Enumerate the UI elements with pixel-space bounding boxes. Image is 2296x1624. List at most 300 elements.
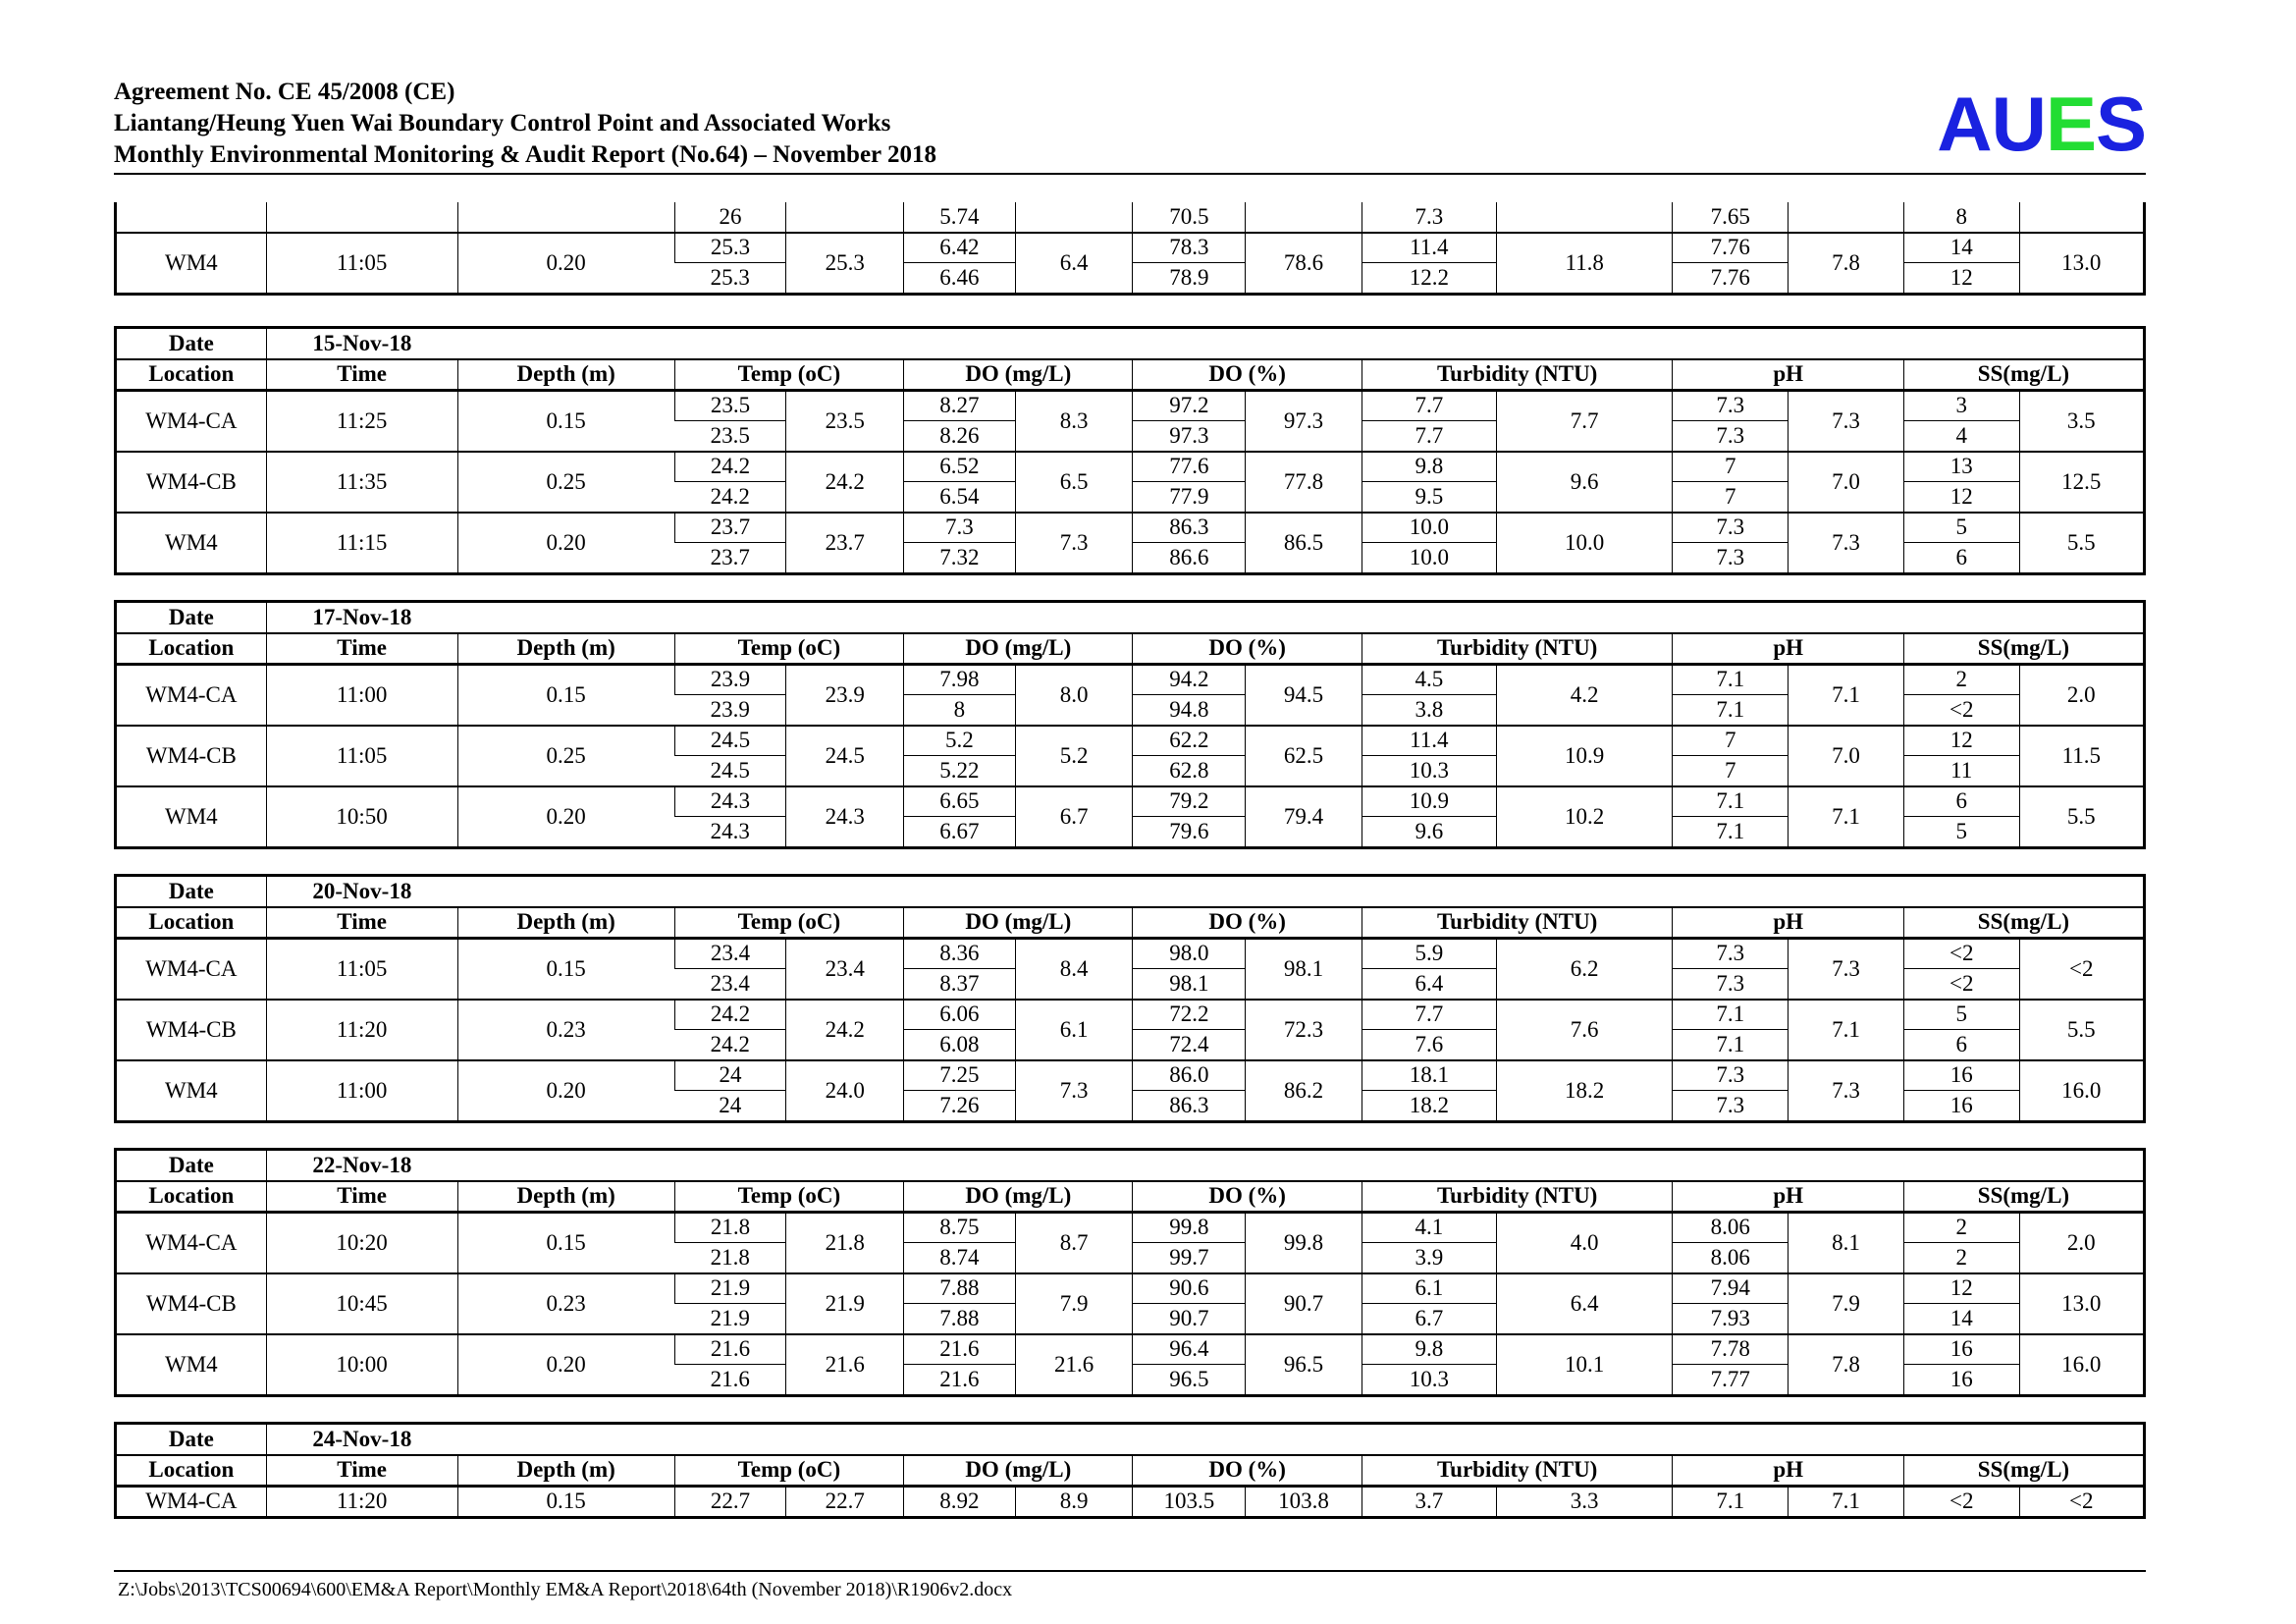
ss-reading: 12 (1903, 482, 2019, 513)
header-ph: pH (1673, 1181, 1903, 1213)
do-average: 8.0 (1015, 664, 1133, 726)
header-ss: SS(mg/L) (1903, 633, 2143, 665)
do-reading: 7.25 (904, 1060, 1016, 1091)
continued-blank (1015, 202, 1133, 233)
ph-reading: 7 (1673, 452, 1789, 482)
ph-reading: 7.1 (1673, 786, 1789, 817)
do-percent-reading: 77.9 (1133, 482, 1246, 513)
turbidity-reading: 3.8 (1362, 695, 1496, 726)
ph-reading: 7.1 (1673, 1030, 1789, 1060)
do-reading: 7.88 (904, 1304, 1016, 1334)
turbidity-average: 6.4 (1496, 1273, 1673, 1334)
ss-reading: 2 (1903, 1212, 2019, 1243)
date-value: 22-Nov-18 (266, 1151, 457, 1181)
ss-reading: 16 (1903, 1060, 2019, 1091)
temp-reading: 21.6 (674, 1334, 786, 1365)
do-percent-average: 86.2 (1246, 1060, 1362, 1120)
page-header (114, 77, 2146, 173)
do-percent-average: 94.5 (1246, 664, 1362, 726)
station-depth: 0.23 (457, 1273, 674, 1334)
ss-average: 16.0 (2019, 1334, 2143, 1394)
header-turbidity: Turbidity (NTU) (1362, 1455, 1673, 1487)
do-percent-reading: 90.6 (1133, 1273, 1246, 1304)
temp-reading: 24.2 (674, 1000, 786, 1030)
continued-blank (1246, 202, 1362, 233)
do-reading: 5.2 (904, 726, 1016, 756)
do-percent-reading: 96.4 (1133, 1334, 1246, 1365)
date-label: Date (117, 877, 266, 907)
do-average: 8.9 (1015, 1486, 1133, 1516)
ph-average: 7.1 (1789, 1000, 1904, 1060)
do-reading: 5.74 (904, 202, 1016, 233)
temp-average: 23.4 (786, 938, 904, 1000)
do-percent-reading: 86.6 (1133, 543, 1246, 572)
header-depth: Depth (m) (457, 907, 674, 939)
turbidity-average: 18.2 (1496, 1060, 1673, 1120)
header-do-mgl: DO (mg/L) (904, 1455, 1133, 1487)
turbidity-reading: 10.3 (1362, 756, 1496, 786)
ph-average: 7.9 (1789, 1273, 1904, 1334)
do-reading: 21.6 (904, 1334, 1016, 1365)
station-depth: 0.25 (457, 452, 674, 513)
turbidity-reading: 3.7 (1362, 1486, 1496, 1516)
do-average: 7.3 (1015, 1060, 1133, 1120)
ss-reading: 12 (1903, 726, 2019, 756)
temp-reading: 26 (674, 202, 786, 233)
do-reading: 6.46 (904, 263, 1016, 293)
station-time: 10:50 (266, 786, 457, 846)
ph-reading: 7.76 (1673, 263, 1789, 293)
station-time: 11:05 (266, 938, 457, 1000)
date-row (117, 1425, 2143, 1455)
header-depth: Depth (m) (457, 1181, 674, 1213)
ss-reading: 16 (1903, 1334, 2019, 1365)
station-depth: 0.15 (457, 664, 674, 726)
header-turbidity: Turbidity (NTU) (1362, 633, 1673, 665)
continued-blank (786, 202, 904, 233)
temp-average: 24.0 (786, 1060, 904, 1120)
ph-average: 7.3 (1789, 390, 1904, 452)
temp-reading: 25.3 (710, 264, 750, 290)
footer-divider (114, 1570, 2146, 1572)
turbidity-average: 10.1 (1496, 1334, 1673, 1394)
header-ph: pH (1673, 359, 1903, 391)
temp-reading: 21.8 (674, 1212, 786, 1243)
station-row (117, 1334, 2143, 1365)
date-value: 20-Nov-18 (266, 877, 457, 907)
station-time: 11:25 (266, 390, 457, 452)
turbidity-average: 7.6 (1496, 1000, 1673, 1060)
ph-reading: 8.06 (1673, 1243, 1789, 1273)
header-turbidity: Turbidity (NTU) (1362, 907, 1673, 939)
ph-reading: 7.1 (1673, 817, 1789, 846)
station-location: WM4-CB (117, 726, 266, 786)
station-row (117, 786, 2143, 817)
header-location: Location (117, 1455, 266, 1487)
turbidity-reading: 10.3 (1362, 1365, 1496, 1394)
do-percent-reading: 77.6 (1133, 452, 1246, 482)
ss-average: 11.5 (2019, 726, 2143, 786)
ph-average: 7.8 (1789, 233, 1904, 293)
station-row (117, 452, 2143, 482)
date-label: Date (117, 1151, 266, 1181)
ph-reading: 7.94 (1673, 1273, 1789, 1304)
date-row (117, 1151, 2143, 1181)
station-time: 11:15 (266, 513, 457, 572)
date-block-1 (114, 326, 2146, 575)
header-do-mgl: DO (mg/L) (904, 907, 1133, 939)
monitoring-table-1 (117, 329, 2143, 572)
do-percent-reading: 72.4 (1133, 1030, 1246, 1060)
header-depth: Depth (m) (457, 1455, 674, 1487)
header-ss: SS(mg/L) (1903, 1181, 2143, 1213)
do-percent-reading: 79.2 (1133, 786, 1246, 817)
project-title: Liantang/Heung Yuen Wai Boundary Control Point and Associated Works (114, 110, 891, 136)
station-row (117, 1212, 2143, 1243)
turbidity-reading: 6.1 (1362, 1273, 1496, 1304)
do-percent-reading: 96.5 (1133, 1365, 1246, 1394)
do-reading: 8.26 (904, 421, 1016, 452)
do-reading: 8.37 (904, 969, 1016, 1000)
turbidity-reading: 3.9 (1362, 1243, 1496, 1273)
do-reading: 7.32 (904, 543, 1016, 572)
temp-average: 22.7 (786, 1486, 904, 1516)
station-time: 11:00 (266, 664, 457, 726)
column-header-row (117, 907, 2143, 939)
do-percent-average: 96.5 (1246, 1334, 1362, 1394)
temp-reading: 21.9 (674, 1304, 786, 1334)
continued-blank (117, 202, 266, 233)
header-time: Time (266, 1181, 457, 1213)
ss-reading: 2 (1903, 1243, 2019, 1273)
do-percent-average: 103.8 (1246, 1486, 1362, 1516)
date-row-filler (457, 603, 2143, 633)
station-time: 11:20 (266, 1000, 457, 1060)
station-location: WM4-CA (117, 390, 266, 452)
turbidity-reading: 7.7 (1362, 390, 1496, 421)
ph-reading: 7.78 (1673, 1334, 1789, 1365)
ss-average: <2 (2019, 938, 2143, 1000)
station-location: WM4 (165, 529, 218, 555)
header-location: Location (117, 1181, 266, 1213)
ss-reading: 13 (1903, 452, 2019, 482)
do-reading: 7.26 (904, 1091, 1016, 1120)
do-percent-reading: 99.7 (1133, 1243, 1246, 1273)
do-percent-average: 86.5 (1246, 513, 1362, 572)
carryover-table (114, 202, 2146, 296)
station-time: 11:05 (266, 233, 457, 293)
station-depth: 0.20 (457, 786, 674, 846)
station-depth: 0.15 (457, 390, 674, 452)
ss-reading: <2 (1903, 1486, 2019, 1516)
ss-reading: 12 (1903, 263, 2019, 293)
station-depth: 0.20 (457, 1334, 674, 1394)
station-location: WM4-CB (117, 1273, 266, 1334)
do-percent-reading: 86.0 (1133, 1060, 1246, 1091)
do-percent-reading: 78.9 (1133, 263, 1246, 293)
header-time: Time (266, 359, 457, 391)
do-reading: 8.74 (904, 1243, 1016, 1273)
station-time: 10:45 (266, 1273, 457, 1334)
station-location: WM4 (165, 1351, 218, 1377)
station-time: 11:05 (266, 726, 457, 786)
station-row (117, 726, 2143, 756)
temp-reading: 24 (719, 1092, 742, 1117)
ss-reading: <2 (1903, 969, 2019, 1000)
monitoring-table-2 (117, 603, 2143, 846)
header-turbidity: Turbidity (NTU) (1362, 1181, 1673, 1213)
station-time: 10:00 (266, 1334, 457, 1394)
report-title: Monthly Environmental Monitoring & Audit Report (No.64) – November 2018 (114, 141, 936, 168)
turbidity-reading: 5.9 (1362, 938, 1496, 969)
ss-average: 12.5 (2019, 452, 2143, 513)
turbidity-average: 4.0 (1496, 1212, 1673, 1273)
temp-average: 24.5 (786, 726, 904, 786)
ss-reading: 5 (1903, 1000, 2019, 1030)
ss-average: <2 (2019, 1486, 2143, 1516)
header-do-percent: DO (%) (1133, 633, 1362, 665)
header-do-mgl: DO (mg/L) (904, 359, 1133, 391)
do-percent-reading: 70.5 (1133, 202, 1246, 233)
turbidity-reading: 9.8 (1362, 452, 1496, 482)
header-ss: SS(mg/L) (1903, 907, 2143, 939)
station-row (117, 233, 2143, 263)
ph-reading: 7 (1673, 756, 1789, 786)
do-percent-reading: 99.8 (1133, 1212, 1246, 1243)
ss-average: 2.0 (2019, 1212, 2143, 1273)
header-turbidity: Turbidity (NTU) (1362, 359, 1673, 391)
temp-average: 24.2 (786, 1000, 904, 1060)
do-average: 6.7 (1015, 786, 1133, 846)
ph-reading: 7.3 (1673, 421, 1789, 452)
ph-average: 7.8 (1789, 1334, 1904, 1394)
do-percent-reading: 90.7 (1133, 1304, 1246, 1334)
do-percent-reading: 62.2 (1133, 726, 1246, 756)
continued-blank (1496, 202, 1673, 233)
do-average: 7.9 (1015, 1273, 1133, 1334)
station-depth: 0.15 (457, 1212, 674, 1273)
turbidity-reading: 7.7 (1362, 421, 1496, 452)
temp-reading: 23.5 (674, 421, 786, 452)
temp-average: 23.5 (786, 390, 904, 452)
date-label: Date (117, 329, 266, 359)
continued-row (117, 202, 2143, 233)
station-row (117, 1000, 2143, 1030)
carryover-data-table (117, 202, 2143, 293)
date-value: 17-Nov-18 (266, 603, 457, 633)
turbidity-reading: 10.0 (1362, 513, 1496, 543)
temp-average: 21.8 (786, 1212, 904, 1273)
header-do-percent: DO (%) (1133, 1181, 1362, 1213)
header-do-percent: DO (%) (1133, 359, 1362, 391)
ph-reading: 7.1 (1673, 664, 1789, 695)
ss-reading: 11 (1903, 756, 2019, 786)
header-ss: SS(mg/L) (1903, 359, 2143, 391)
station-depth: 0.20 (457, 513, 674, 572)
do-percent-average: 79.4 (1246, 786, 1362, 846)
station-depth: 0.15 (457, 938, 674, 1000)
do-reading: 21.6 (904, 1365, 1016, 1394)
turbidity-reading: 7.7 (1362, 1000, 1496, 1030)
header-location: Location (117, 633, 266, 665)
do-reading: 8.36 (904, 938, 1016, 969)
continued-blank (457, 202, 674, 233)
ss-average: 5.5 (2019, 513, 2143, 572)
ph-reading: 7.77 (1673, 1365, 1789, 1394)
do-reading: 6.67 (904, 817, 1016, 846)
logo-part-1: AU (1937, 81, 2046, 167)
turbidity-reading: 6.7 (1362, 1304, 1496, 1334)
turbidity-average: 7.7 (1496, 390, 1673, 452)
temp-reading: 24.2 (674, 1030, 786, 1060)
station-location: WM4 (165, 249, 218, 275)
ss-reading: 5 (1903, 817, 2019, 846)
temp-average: 21.6 (786, 1334, 904, 1394)
temp-reading: 23.9 (674, 664, 786, 695)
do-average: 8.7 (1015, 1212, 1133, 1273)
ph-reading: 7.3 (1673, 1091, 1789, 1120)
temp-reading: 23.7 (674, 513, 786, 543)
do-average: 6.5 (1015, 452, 1133, 513)
temp-reading: 23.5 (674, 390, 786, 421)
header-location: Location (117, 359, 266, 391)
header-depth: Depth (m) (457, 633, 674, 665)
do-reading: 7.3 (904, 513, 1016, 543)
do-average: 8.4 (1015, 938, 1133, 1000)
column-header-row (117, 359, 2143, 391)
temp-reading: 24.5 (674, 756, 786, 786)
temp-reading: 23.4 (674, 969, 786, 1000)
do-percent-average: 77.8 (1246, 452, 1362, 513)
do-percent-reading: 79.6 (1133, 817, 1246, 846)
turbidity-average: 9.6 (1496, 452, 1673, 513)
turbidity-reading: 4.5 (1362, 664, 1496, 695)
station-location: WM4 (165, 803, 218, 829)
temp-reading: 23.7 (710, 544, 750, 569)
ph-average: 7.1 (1789, 786, 1904, 846)
station-time: 11:00 (266, 1060, 457, 1120)
monitoring-table-3 (117, 877, 2143, 1120)
agreement-number: Agreement No. CE 45/2008 (CE) (114, 79, 455, 105)
date-label: Date (117, 603, 266, 633)
temp-reading: 24.5 (674, 726, 786, 756)
date-row (117, 329, 2143, 359)
do-percent-average: 97.3 (1246, 390, 1362, 452)
turbidity-reading: 7.6 (1362, 1030, 1496, 1060)
do-percent-average: 72.3 (1246, 1000, 1362, 1060)
station-row (117, 938, 2143, 969)
do-percent-reading: 62.8 (1133, 756, 1246, 786)
date-block-4 (114, 1148, 2146, 1397)
do-reading: 5.22 (904, 756, 1016, 786)
ph-reading: 7.76 (1673, 233, 1789, 263)
do-reading: 8 (904, 695, 1016, 726)
station-depth: 0.23 (457, 1000, 674, 1060)
aues-logo (1937, 81, 2146, 167)
do-percent-reading: 98.0 (1133, 938, 1246, 969)
temp-reading: 24 (674, 1060, 786, 1091)
do-percent-reading: 94.8 (1133, 695, 1246, 726)
ph-reading: 7.3 (1673, 969, 1789, 1000)
turbidity-average: 10.9 (1496, 726, 1673, 786)
turbidity-average: 11.8 (1496, 233, 1673, 293)
station-row (117, 1060, 2143, 1091)
turbidity-reading: 4.1 (1362, 1212, 1496, 1243)
header-time: Time (266, 907, 457, 939)
turbidity-average: 10.2 (1496, 786, 1673, 846)
station-location: WM4-CA (117, 1212, 266, 1273)
ph-reading: 8.06 (1673, 1212, 1789, 1243)
temp-average: 23.9 (786, 664, 904, 726)
header-ph: pH (1673, 907, 1903, 939)
do-average: 6.4 (1015, 233, 1133, 293)
ss-average: 13.0 (2019, 233, 2143, 293)
do-percent-reading: 97.2 (1133, 390, 1246, 421)
station-row (117, 1273, 2143, 1304)
ss-reading: 16 (1903, 1365, 2019, 1394)
do-percent-reading: 94.2 (1133, 664, 1246, 695)
continued-blank (2019, 202, 2143, 233)
do-reading: 8.27 (904, 390, 1016, 421)
temp-reading: 23.4 (674, 938, 786, 969)
ss-reading: <2 (1903, 938, 2019, 969)
do-average: 21.6 (1015, 1334, 1133, 1394)
turbidity-reading: 12.2 (1362, 263, 1496, 293)
ph-average: 8.1 (1789, 1212, 1904, 1273)
temp-reading: 25.3 (674, 233, 786, 263)
station-location: WM4-CA (117, 664, 266, 726)
ph-average: 7.0 (1789, 452, 1904, 513)
station-location: WM4-CB (117, 452, 266, 513)
ss-reading: 12 (1903, 1273, 2019, 1304)
monitoring-table-4 (117, 1151, 2143, 1394)
do-average: 5.2 (1015, 726, 1133, 786)
do-reading: 8.92 (904, 1486, 1016, 1516)
do-percent-reading: 98.1 (1133, 969, 1246, 1000)
do-reading: 6.52 (904, 452, 1016, 482)
header-ph: pH (1673, 1455, 1903, 1487)
header-temp: Temp (oC) (674, 633, 903, 665)
ss-reading: <2 (1903, 695, 2019, 726)
do-percent-average: 78.6 (1246, 233, 1362, 293)
do-percent-reading: 78.3 (1133, 233, 1246, 263)
turbidity-reading: 18.1 (1362, 1060, 1496, 1091)
turbidity-reading: 6.4 (1362, 969, 1496, 1000)
header-temp: Temp (oC) (674, 907, 903, 939)
continued-blank (266, 202, 457, 233)
do-reading: 6.54 (904, 482, 1016, 513)
turbidity-reading: 9.8 (1362, 1334, 1496, 1365)
ss-reading: 2 (1903, 664, 2019, 695)
turbidity-reading: 11.4 (1362, 726, 1496, 756)
date-row-filler (457, 329, 2143, 359)
header-temp: Temp (oC) (674, 1181, 903, 1213)
station-time: 10:20 (266, 1212, 457, 1273)
station-depth: 0.20 (457, 1060, 674, 1120)
date-value: 24-Nov-18 (266, 1425, 457, 1455)
turbidity-average: 6.2 (1496, 938, 1673, 1000)
station-row (117, 664, 2143, 695)
do-percent-reading: 72.2 (1133, 1000, 1246, 1030)
temp-average: 24.2 (786, 452, 904, 513)
date-block-2 (114, 600, 2146, 849)
do-percent-reading: 86.3 (1133, 513, 1246, 543)
date-block-5 (114, 1422, 2146, 1519)
ss-average: 5.5 (2019, 786, 2143, 846)
temp-reading: 24.2 (674, 482, 786, 513)
ph-reading: 7.3 (1673, 543, 1789, 572)
ph-reading: 7.1 (1673, 1000, 1789, 1030)
